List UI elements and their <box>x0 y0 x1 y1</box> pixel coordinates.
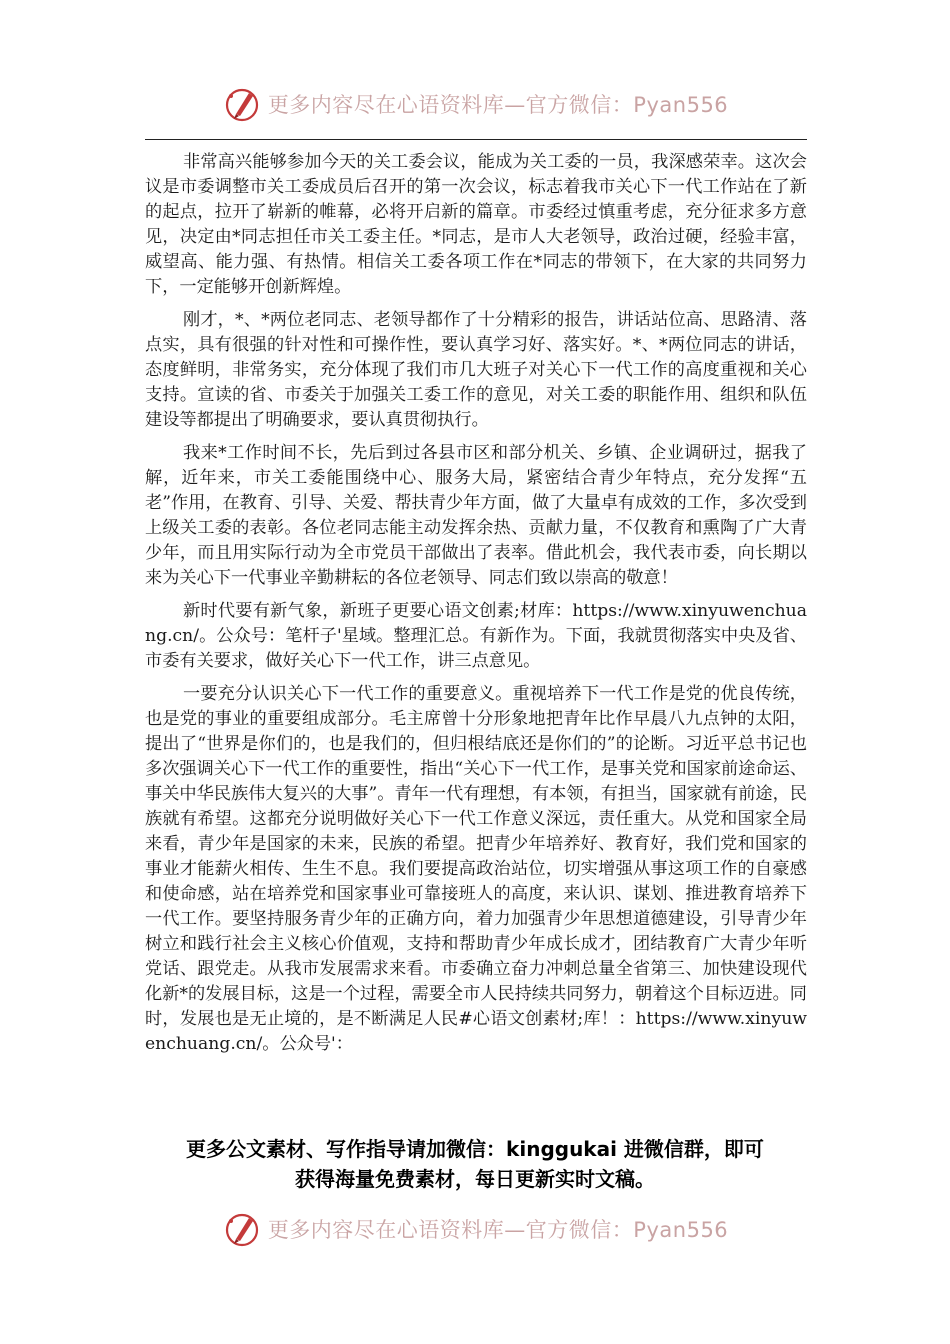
header-banner <box>0 82 950 126</box>
paragraph: 非常高兴能够参加今天的关工委会议，能成为关工委的一员，我深感荣幸。这次会议是市委调整市关工委成员后召开的第一次会议，标志着我市关心下一代工作站在了新的起点，拉开了崭新的帷幕，必将开启新的篇章。市委经过慎重考虑，充分征求多方意见，决定由*同志担任市关工委主任。*同志，是市人大老领导，政治过硬，经验丰富，威望高、能力强、有热情。相信关工委各项工作在*同志的带领下，在大家的共同努力下，一定能够开创新辉煌。 <box>145 152 807 297</box>
paragraph: 新时代要有新气象，新班子更要心语文创素;材库：https://www.xinyuwenchuang.cn/。公众号：笔杆子'星域。整理汇总。有新作为。下面，我就贯彻落实中央及省、市委有关要求，做好关心下一代工作，讲三点意见。 <box>145 601 807 671</box>
paragraph: 一要充分认识关心下一代工作的重要意义。重视培养下一代工作是党的优良传统，也是党的事业的重要组成部分。毛主席曾十分形象地把青年比作早晨八九点钟的太阳，提出了“世界是你们的，也是我们的，但归根结底还是你们的”的论断。习近平总书记也多次强调关心下一代工作的重要性，指出“关心下一代工作，是事关党和国家前途命运、事关中华民族伟大复兴的大事”。青年一代有理想，有本领，有担当，国家就有前途，民族就有希望。这都充分说明做好关心下一代工作意义深远，责任重大。从党和国家全局来看，青少年是国家的未来，民族的希望。把青少年培养好、教育好，我们党和国家的事业才能薪火相传、生生不息。我们要提高政治站位，切实增强从事这项工作的自豪感和使命感，站在培养党和国家事业可靠接班人的高度，来认识、谋划、推进教育培养下一代工作。要坚持服务青少年的正确方向，着力加强青少年思想道德建设，引导青少年树立和践行社会主义核心价值观，支持和帮助青少年成长成才，团结教育广大青少年听党话、跟党走。从我市发展需求来看。市委确立奋力冲刺总量全省第三、加快建设现代化新*的发展目标，这是一个过程，需要全市人民持续共同努力，朝着这个目标迈进。同时，发展也是无止境的，是不断满足人民#心语文创素材;库！：https://www.xinyuwenchuang.cn/。公众号'： <box>145 684 807 1054</box>
promo-line: 获得海量免费素材，每日更新实时文稿。 <box>295 1167 655 1191</box>
document-body <box>145 150 807 1065</box>
promo-notice <box>120 1134 830 1194</box>
promo-line: 更多公文素材、写作指导请加微信：kinggukai 进微信群，即可 <box>186 1137 764 1161</box>
pen-nib-circle-icon <box>222 1209 262 1249</box>
header-divider <box>145 139 807 140</box>
header-banner-text: 更多内容尽在心语资料库—官方微信：Pyan556 <box>267 93 729 117</box>
paragraph: 刚才，*、*两位老同志、老领导都作了十分精彩的报告，讲话站位高、思路清、落点实，具有很强的针对性和可操作性，要认真学习好、落实好。*、*两位同志的讲话，态度鲜明，非常务实，充分体现了我们市几大班子对关心下一代工作的高度重视和关心支持。宣读的省、市委关于加强关工委工作的意见，对关工委的职能作用、组织和队伍建设等都提出了明确要求，要认真贯彻执行。 <box>145 310 807 430</box>
paragraph: 我来*工作时间不长，先后到过各县市区和部分机关、乡镇、企业调研过，据我了解，近年来，市关工委能围绕中心、服务大局，紧密结合青少年特点，充分发挥“五老”作用，在教育、引导、关爱、帮扶青少年方面，做了大量卓有成效的工作，多次受到上级关工委的表彰。各位老同志能主动发挥余热、贡献力量，不仅教育和熏陶了广大青少年，而且用实际行动为全市党员干部做出了表率。借此机会，我代表市委，向长期以来为关心下一代事业辛勤耕耘的各位老领导、同志们致以崇高的敬意！ <box>145 443 807 588</box>
footer-banner-text: 更多内容尽在心语资料库—官方微信：Pyan556 <box>267 1218 729 1242</box>
footer-banner <box>0 1207 950 1251</box>
pen-nib-circle-icon <box>222 84 262 124</box>
